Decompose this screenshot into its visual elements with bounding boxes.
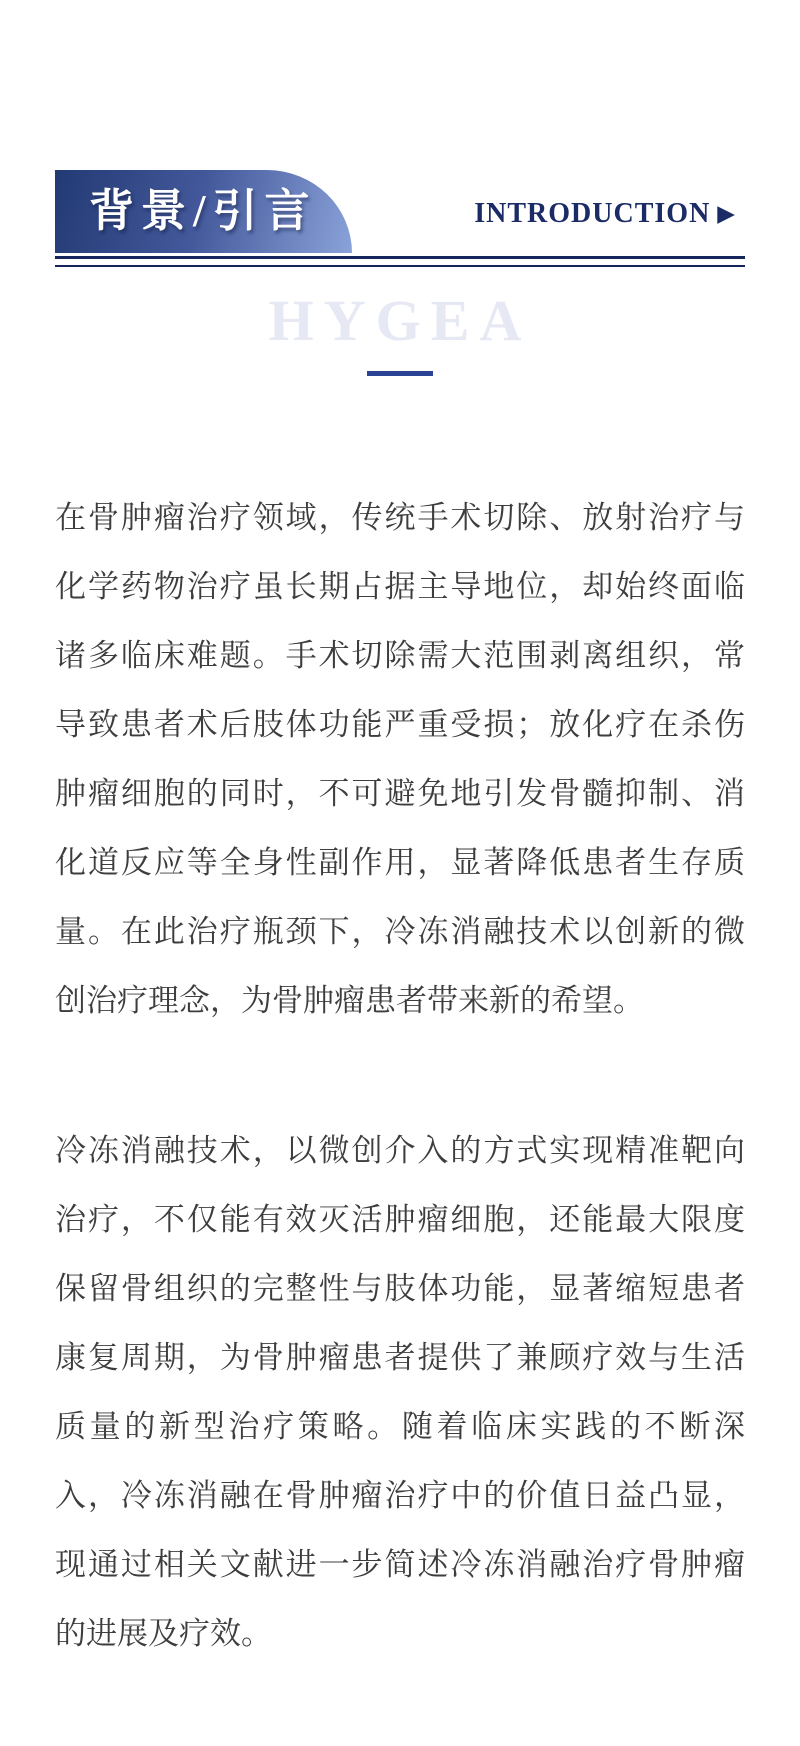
text-line: 入，冷冻消融在骨肿瘤治疗中的价值日益凸显， [55, 1478, 745, 1513]
text-line: 诸多临床难题。手术切除需大范围剥离组织，常 [55, 638, 745, 673]
section-label-en [474, 198, 736, 230]
text-line: 现通过相关文献进一步简述冷冻消融治疗骨肿瘤 [55, 1547, 745, 1582]
header-rule-top [55, 256, 745, 259]
text-line: 质量的新型治疗策略。随着临床实践的不断深 [55, 1409, 745, 1444]
text-line: 量。在此治疗瓶颈下，冷冻消融技术以创新的微 [55, 914, 745, 949]
text-line: 导致患者术后肢体功能严重受损；放化疗在杀伤 [55, 707, 745, 742]
paragraph [55, 1116, 745, 1668]
text-line: 冷冻消融技术，以微创介入的方式实现精准靶向 [55, 1133, 745, 1168]
section-label-text: INTRODUCTION [474, 198, 711, 229]
text-line: 化学药物治疗虽长期占据主导地位，却始终面临 [55, 569, 745, 604]
paragraph [55, 483, 745, 1035]
article-body [55, 483, 745, 1668]
watermark-underline [367, 371, 433, 376]
text-line: 康复周期，为骨肿瘤患者提供了兼顾疗效与生活 [55, 1340, 745, 1375]
section-badge-label: 背景/引言 [89, 186, 317, 236]
text-line: 创治疗理念，为骨肿瘤患者带来新的希望。 [55, 983, 644, 1018]
header-rule-bottom [55, 265, 745, 267]
brand-watermark: HYGEA [268, 288, 532, 353]
text-line: 肿瘤细胞的同时，不可避免地引发骨髓抑制、消 [55, 776, 745, 811]
text-line: 在骨肿瘤治疗领域，传统手术切除、放射治疗与 [55, 500, 745, 535]
arrow-right-icon: ▶ [717, 200, 736, 227]
text-line: 保留骨组织的完整性与肢体功能，显著缩短患者 [55, 1271, 745, 1306]
section-badge [55, 170, 352, 253]
text-line: 化道反应等全身性副作用，显著降低患者生存质 [55, 845, 745, 880]
text-line: 的进展及疗效。 [55, 1616, 272, 1651]
text-line: 治疗，不仅能有效灭活肿瘤细胞，还能最大限度 [55, 1202, 745, 1237]
